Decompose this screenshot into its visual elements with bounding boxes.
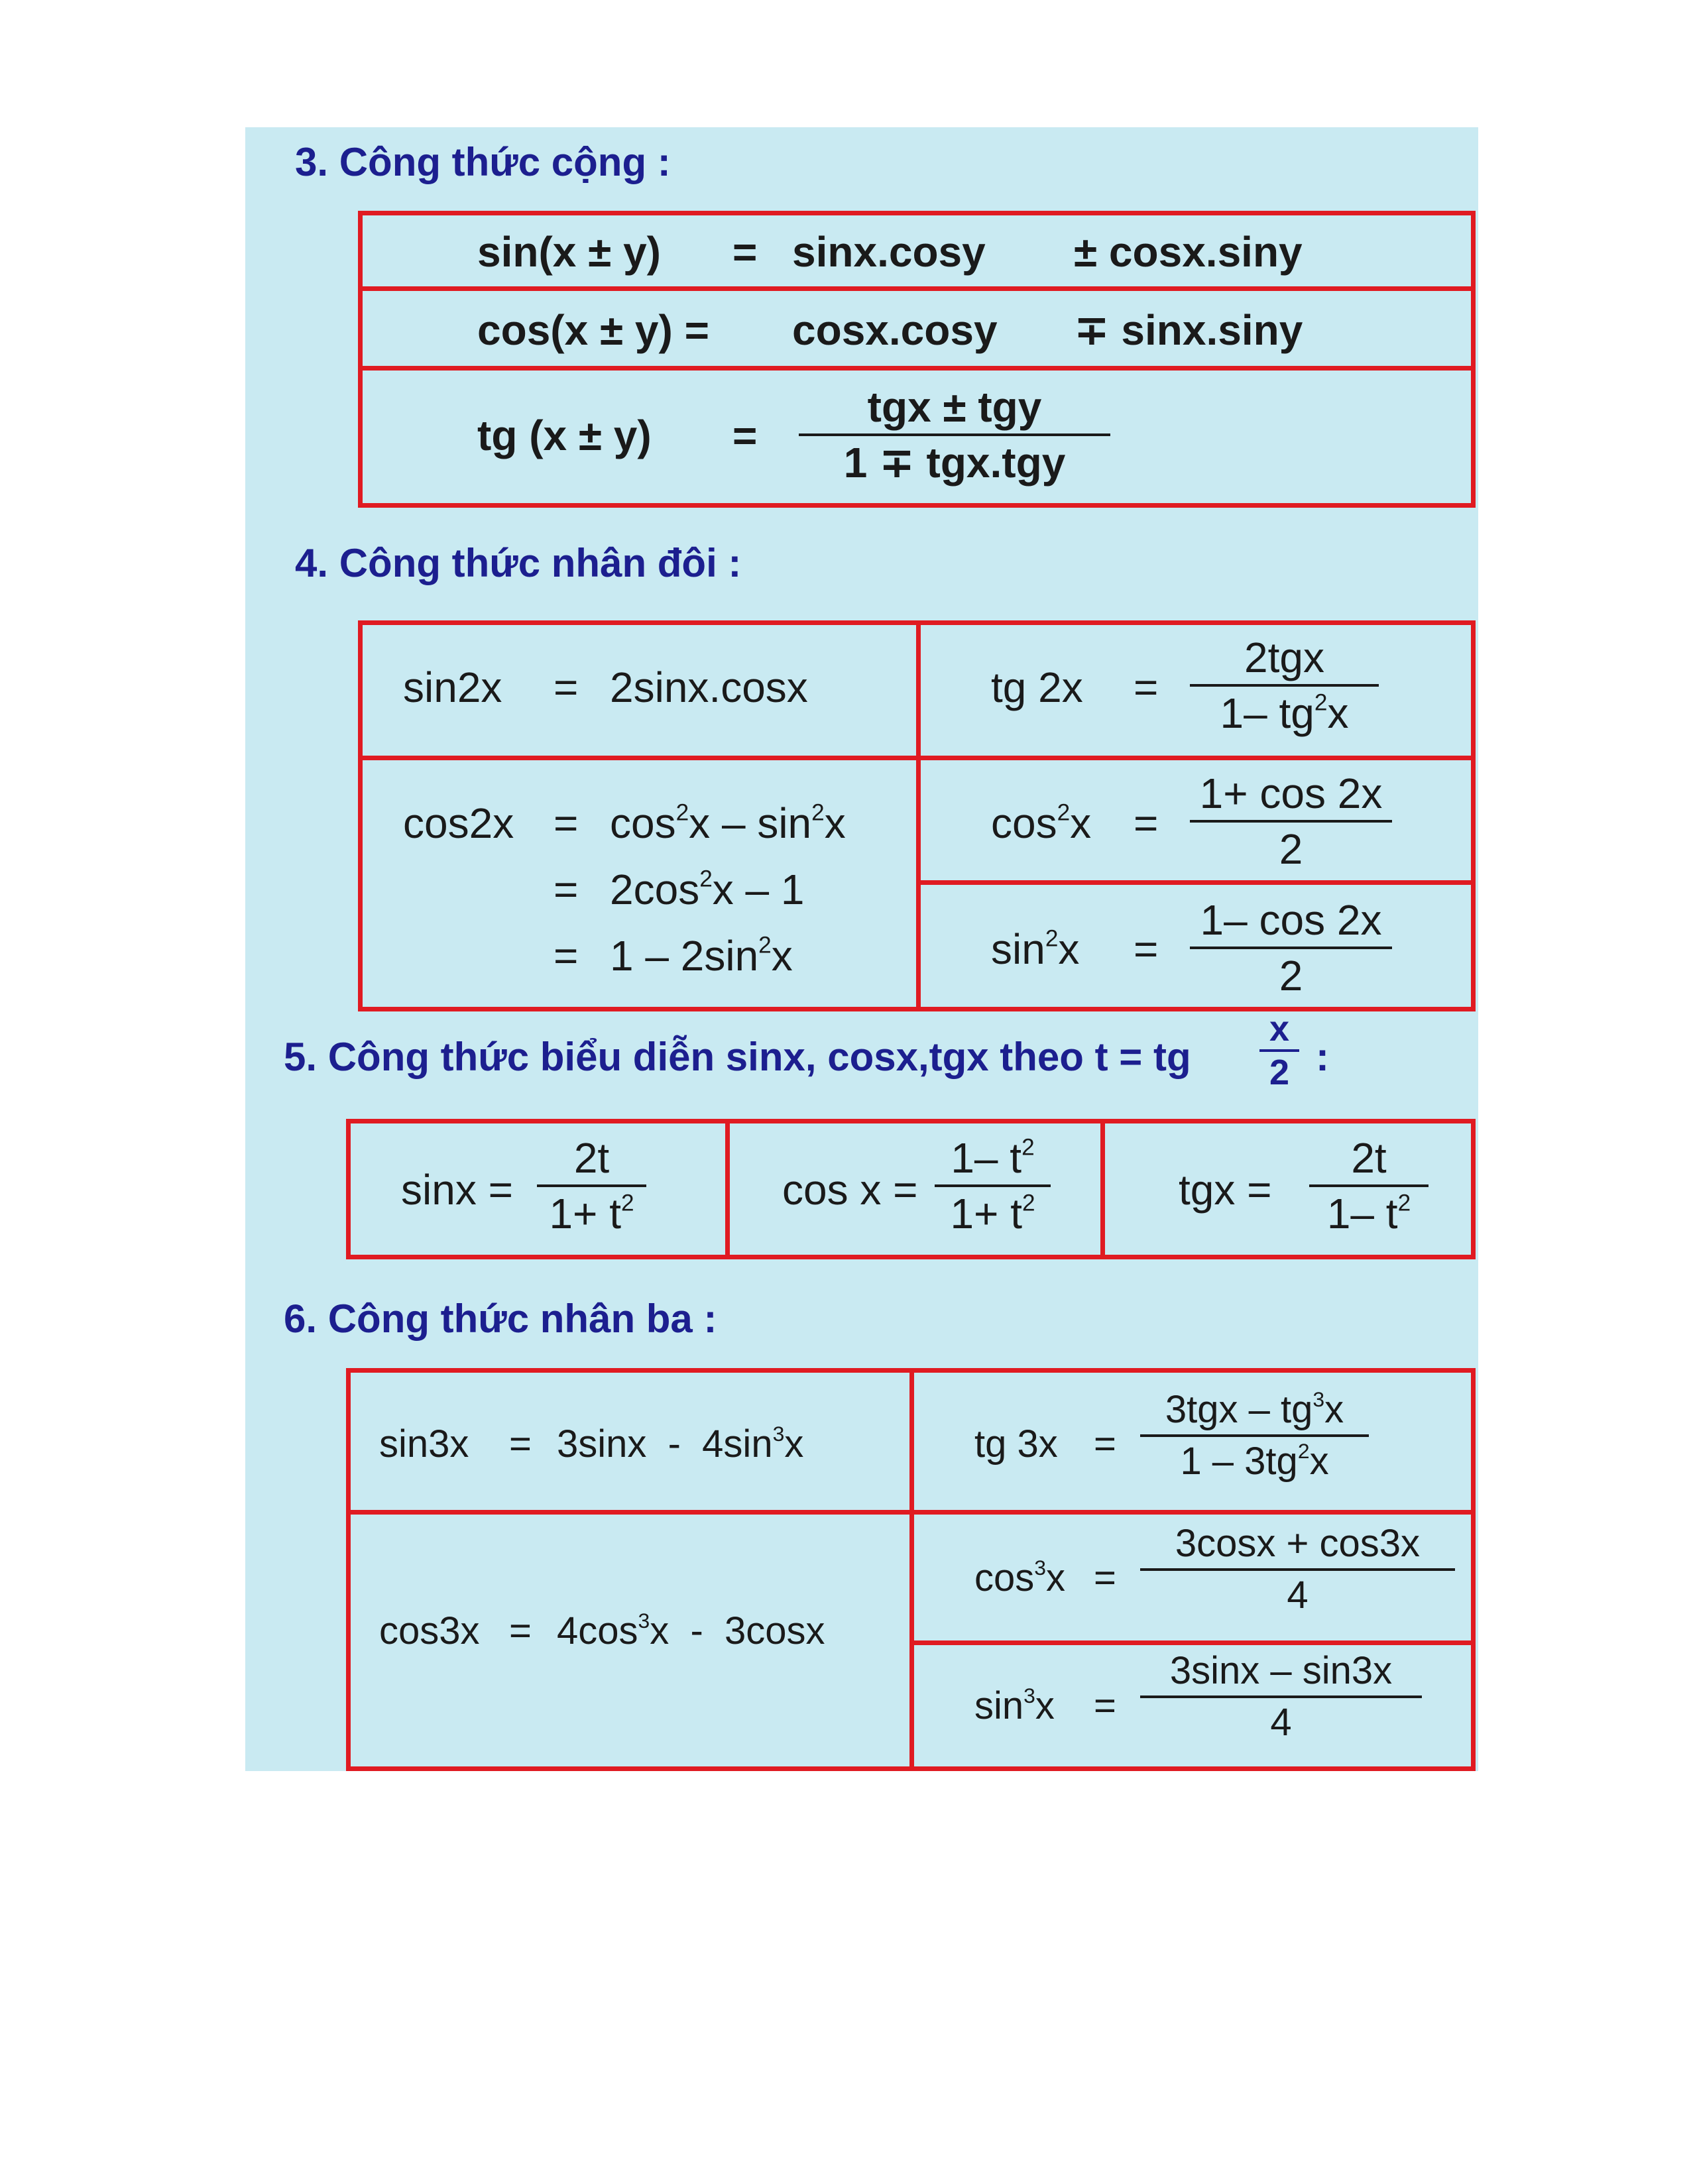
addition-tg-denominator: 1 ∓ tgx.tgy [843,439,1066,487]
double-sin2-denominator: 2 [1279,952,1303,1000]
triple-sin3x-eq: = [509,1422,532,1466]
addition-cos-t1: cosx.cosy [792,306,998,354]
triple-cos3-lhs: $\cos^3x$ [974,1556,1066,1599]
addition-divider-1 [358,286,1476,291]
tsub-sinx-fraction [537,1134,646,1237]
addition-tg-lhs: tg (x ± y) [477,412,652,459]
triple-cos3x-rhs: $4\cos^3x - 3\cos x$ [557,1609,825,1652]
tsub-cosx-fraction [935,1134,1051,1237]
triple-sin3-numerator: 3sinx – sin3x [1140,1652,1422,1698]
triple-cos3-numerator: 3cosx + cos3x [1140,1524,1455,1571]
triple-tg3x-fraction [1140,1387,1369,1483]
double-cos2-numerator: 1+ cos 2x [1190,772,1392,823]
triple-divider-h2 [909,1640,1476,1645]
double-sin2x-eq: = [554,663,579,711]
tsub-tgx-denominator: 1– $t^2$ [1326,1190,1411,1237]
tsub-cosx-denominator: $1+ t^2$ [950,1190,1035,1237]
triple-sin3-fraction [1140,1649,1422,1744]
triple-cos3x-lhs: cos3x [379,1609,480,1652]
heading-tsub-fraction: $\frac{x}{2}$ [1259,1011,1299,1090]
double-cos2x-rhs1: $\cos^2x - \sin^2x$ [610,799,846,847]
addition-cos-lhs: cos(x ± y) = [477,306,709,354]
triple-sin3-eq: = [1094,1684,1116,1727]
addition-tg-fraction [799,383,1110,487]
double-cos2x-eq3: = [554,932,579,980]
heading-triple: 6. Công thức nhân ba : [284,1296,717,1341]
double-cos2x-eq2: = [554,866,579,913]
addition-sin-t1: sinx.cosy [792,228,986,276]
triple-cos3-denominator: 4 [1287,1574,1309,1617]
triple-sin3x-lhs: sin3x [379,1422,469,1466]
triple-tg3x-eq: = [1094,1422,1116,1466]
double-divider-h2 [916,880,1476,885]
triple-tg3x-numerator: $3tgx - tg^3x$ [1140,1391,1369,1437]
addition-tg-eq: = [732,412,758,459]
triple-sin3-lhs: $\sin^3x$ [974,1684,1055,1727]
double-tg2x-numerator: 2tgx [1190,636,1379,687]
triple-divider-v [909,1368,914,1771]
tsub-sinx-denominator: $1+ t^2$ [549,1190,634,1237]
double-cos2x-rhs2: $2\cos^2x - 1$ [610,866,805,913]
tsub-tgx-fraction [1309,1134,1429,1237]
double-cos2x-eq1: = [554,799,579,847]
double-cos2-lhs: $\cos^2x$ [991,799,1092,847]
addition-sin-t2: ± cosx.siny [1074,228,1303,276]
tsub-tgx-numerator: 2t [1309,1137,1429,1187]
double-sin2x-rhs: 2sinx.cosx [610,663,808,711]
triple-sin3x-rhs: $3\sin x - 4\sin^3x$ [557,1422,804,1466]
addition-divider-2 [358,366,1476,371]
double-cos2x-rhs3: $1 - 2\sin^2x$ [610,932,793,980]
tsub-cosx-lhs: cos x = [782,1166,918,1214]
triple-tg3x-lhs: tg 3x [974,1422,1058,1466]
double-tg2x-eq: = [1134,663,1159,711]
double-cos2-denominator: 2 [1279,825,1303,873]
addition-sin-lhs: sin(x ± y) [477,228,661,276]
heading-addition: 3. Công thức cộng : [295,140,671,184]
heading-tsub-tail: : [1316,1035,1329,1079]
triple-divider-h1 [346,1510,1476,1515]
triple-cos3-eq: = [1094,1556,1116,1599]
tsub-tgx-lhs: tgx = [1179,1166,1272,1214]
tsub-sinx-numerator: 2t [537,1137,646,1187]
heading-tsub: 5. Công thức biểu diễn sinx, cosx,tgx theo t = tg [284,1035,1191,1079]
double-tg2x-lhs: tg 2x [991,663,1083,711]
tsub-cosx-numerator: 1– $t^2$ [935,1137,1051,1187]
double-sin2-fraction [1190,896,1392,1000]
heading-double: 4. Công thức nhân đôi : [295,541,742,585]
tsub-divider-2 [1100,1119,1105,1259]
double-cos2-fraction [1190,770,1392,873]
double-divider-v [916,620,921,1011]
double-tg2x-denominator: 1– $tg^2x$ [1220,689,1349,737]
tsub-sinx-lhs: sinx = [401,1166,513,1214]
double-sin2-numerator: 1– cos 2x [1190,899,1392,949]
tsub-divider-1 [725,1119,730,1259]
addition-sin-eq: = [732,228,758,276]
triple-sin3-denominator: 4 [1270,1701,1292,1744]
double-sin2x-lhs: sin2x [403,663,502,711]
addition-tg-numerator: tgx ± tgy [799,386,1110,436]
triple-cos3-fraction [1140,1524,1455,1615]
double-divider-h1 [358,756,1476,760]
addition-cos-t2: ∓ sinx.siny [1074,306,1303,354]
double-tg2x-fraction [1190,634,1379,737]
double-cos2x-lhs: cos2x [403,799,514,847]
triple-tg3x-denominator: $1 - 3tg^2x$ [1180,1439,1329,1483]
double-cos2-eq: = [1134,799,1159,847]
double-sin2-eq: = [1134,925,1159,973]
triple-cos3x-eq: = [509,1609,532,1652]
double-sin2-lhs: $\sin^2x$ [991,925,1080,973]
